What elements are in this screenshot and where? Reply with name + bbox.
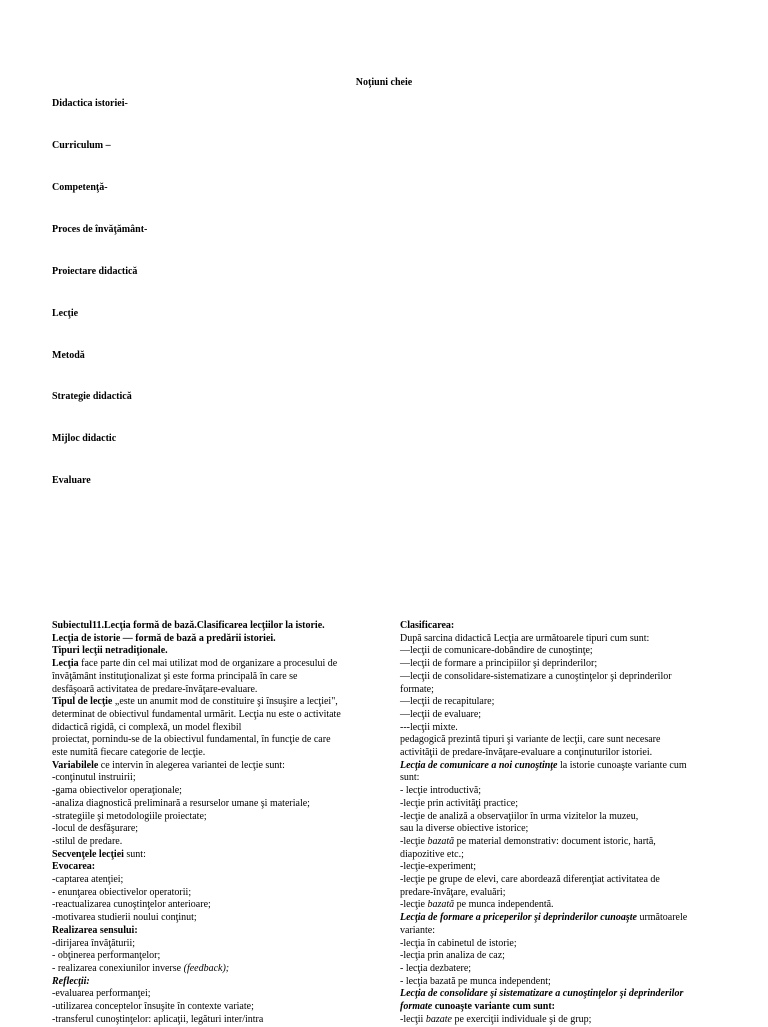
list-item: -transferul cunoştinţelor: aplicaţii, legături inter/intra [52, 1013, 264, 1025]
list-item: -utilizarea conceptelor însuşite în contexte variate; [52, 1001, 254, 1013]
term-strategie-didactica: Strategie didactică [52, 391, 132, 402]
list-item: —lecţii de formare a principiilor şi deprinderilor; [400, 658, 598, 670]
term-evaluare: Evaluare [52, 475, 91, 486]
page-title: Noţiuni cheie [355, 77, 413, 88]
text-run: pe exerciţii individuale şi de grup; [451, 1013, 592, 1025]
text-run: face parte din cel mai utilizat mod de organizare a procesului de [78, 658, 338, 670]
text-run: -lecţie [400, 899, 428, 911]
paragraph-line [400, 1001, 730, 1014]
classification-heading: Clasificarea: [400, 620, 455, 631]
term-competenta: Competenţă- [52, 182, 108, 193]
paragraph-line: activităţii de predare-învăţare-evaluare a conţinuturilor istoriei. [400, 747, 653, 759]
list-item: -lecţie prin activităţi practice; [400, 797, 518, 809]
term-formate: formate [400, 1001, 433, 1013]
list-item: -lecţia în cabinetul de istorie; [400, 937, 517, 949]
term-metoda: Metodă [52, 350, 85, 361]
term-mijloc-didactic: Mijloc didactic [52, 433, 117, 444]
list-item: - lecţia dezbatere; [400, 962, 472, 974]
list-item: -captarea atenţiei; [52, 874, 124, 886]
text-run: ce intervin în alegerea variantei de lecţie sunt: [98, 759, 285, 771]
list-item: -gama obiectivelor operaţionale; [52, 785, 182, 797]
list-item: - lecţie introductivă; [400, 785, 482, 797]
paragraph-line: proiectat, pornindu-se de la obiectivul fundamental, în funcţie de care [52, 734, 331, 746]
paragraph-line [400, 760, 730, 773]
term-proces-de-invatamant: Proces de învăţământ- [52, 224, 148, 235]
list-item: -evaluarea performanţei; [52, 988, 151, 1000]
nontraditional-heading: Tipuri lecţii netradiţionale. [52, 645, 168, 657]
subject-heading: Subiectul11.Lecţia formă de bază.Clasificarea lecţiilor la istorie. [52, 620, 325, 631]
paragraph-line: variante: [400, 924, 435, 936]
list-item [400, 836, 730, 849]
right-column [400, 620, 730, 1027]
term-lectie: Lecţie [52, 308, 79, 319]
text-run-italic: bazată [427, 899, 455, 911]
paragraph-line: învăţământ instituţionalizat şi este forma principală în care se [52, 670, 298, 682]
list-item: - enunţarea obiectivelor operatorii; [52, 886, 192, 898]
list-item: -lecţie pe grupe de elevi, care abordează diferenţiat activitatea de [400, 874, 660, 886]
term-proiectare-didactica: Proiectare didactică [52, 266, 138, 277]
left-column [52, 620, 377, 1027]
text-run-italic: bazate [425, 1013, 452, 1025]
list-item: —lecţii de comunicare-dobândire de cunoştinţe; [400, 645, 593, 657]
list-item: —lecţii de recapitulare; [400, 696, 495, 708]
term-tipul-de-lectie: Tipul de lecţie [52, 696, 113, 708]
term-lectia: Lecţia [52, 658, 79, 670]
list-item: predare-învăţare, evaluări; [400, 886, 506, 898]
text-run: sunt: [123, 848, 146, 860]
paragraph-line [52, 849, 377, 862]
paragraph-line [52, 760, 377, 773]
list-item: -stilul de predare. [52, 835, 123, 847]
list-item [400, 899, 730, 912]
term-lectia-de-comunicare: Lecţia de comunicare a noi cunoştinţe [400, 759, 558, 771]
term-curriculum: Curriculum – [52, 140, 111, 151]
list-item: —lecţii de consolidare-sistematizare a cunoştinţelor şi deprinderilor [400, 670, 672, 682]
list-item: -lecţie-experiment; [400, 861, 477, 873]
list-item: —lecţii de evaluare; [400, 708, 482, 720]
list-item [400, 1014, 730, 1027]
term-variabilele: Variabilele [52, 759, 99, 771]
list-item: -locul de desfăşurare; [52, 823, 139, 835]
paragraph-line [52, 658, 377, 671]
list-item: -analiza diagnostică preliminară a resurselor umane şi materiale; [52, 797, 310, 809]
term-didactica-istoriei: Didactica istoriei- [52, 98, 128, 109]
list-item [52, 963, 377, 976]
paragraph-line: sunt: [400, 772, 420, 784]
paragraph-line: După sarcina didactică Lecţia are următoarele tipuri cum sunt: [400, 632, 650, 644]
list-item: sau la diverse obiective istorice; [400, 823, 529, 835]
text-run: pe material demonstrativ: document istoric, hartă, [454, 835, 656, 847]
list-item: ---lecţii mixte. [400, 721, 458, 733]
text-run: pe munca independentă. [454, 899, 554, 911]
list-item: -strategiile şi metodologiile proiectate; [52, 810, 207, 822]
list-item: formate; [400, 683, 434, 695]
list-item: - lecţia bazată pe munca independent; [400, 975, 551, 987]
list-item: -lecţie de analiză a observaţiilor în urma vizitelor la muzeu, [400, 810, 639, 822]
list-item: -conţinutul instruirii; [52, 772, 136, 784]
paragraph-line: didactică rigidă, ci complexă, un model flexibil [52, 721, 242, 733]
paragraph-line: pedagogică prezintă tipuri şi variante de lecţii, care sunt necesare [400, 734, 661, 746]
section-realizarea-sensului: Realizarea sensului: [52, 924, 138, 936]
list-item: -dirijarea învăţăturii; [52, 937, 136, 949]
term-lectia-de-formare: Lecţia de formare a priceperilor şi deprinderilor cunoaşte [400, 912, 637, 924]
text-run-bold: cunoaşte variante cum sunt: [432, 1001, 555, 1013]
term-lectia-de-consolidare: Lecţia de consolidare şi sistematizare a cunoştinţelor şi deprinderilor [400, 988, 684, 1000]
paragraph-line: desfăşoară activitatea de predare-învăţare-evaluare. [52, 683, 258, 695]
list-item: - obţinerea performanţelor; [52, 950, 161, 962]
text-run: -lecţii [400, 1013, 426, 1025]
paragraph-line [400, 912, 730, 925]
text-run: următoarele [636, 912, 688, 924]
text-run-italic: bazată [427, 835, 455, 847]
text-run: la istorie cunoaşte variante cum [557, 759, 687, 771]
section-evocarea: Evocarea: [52, 861, 96, 873]
text-run: - realizarea conexiunilor inverse [52, 962, 184, 974]
paragraph-line: determinat de obiectivul fundamental urmărit. Lecţia nu este o activitate [52, 708, 341, 720]
term-secventele-lectiei: Secvenţele lecţiei [52, 848, 124, 860]
list-item: -motivarea studierii noului conţinut; [52, 912, 197, 924]
lesson-heading: Lecţia de istorie — formă de bază a predării istoriei. [52, 632, 276, 644]
list-item: diapozitive etc.; [400, 848, 464, 860]
list-item: -reactualizarea cunoştinţelor anterioare; [52, 899, 211, 911]
feedback-text: (feedback); [183, 962, 230, 974]
paragraph-line [52, 696, 377, 709]
paragraph-line: este numită fiecare categorie de lecţie. [52, 747, 206, 759]
section-reflectii: Reflecţii: [52, 975, 90, 987]
list-item: -lecţia prin analiza de caz; [400, 950, 505, 962]
text-run: „este un anumit mod de constituire şi însuşire a lecţiei", [112, 696, 338, 708]
text-run: -lecţie [400, 835, 428, 847]
